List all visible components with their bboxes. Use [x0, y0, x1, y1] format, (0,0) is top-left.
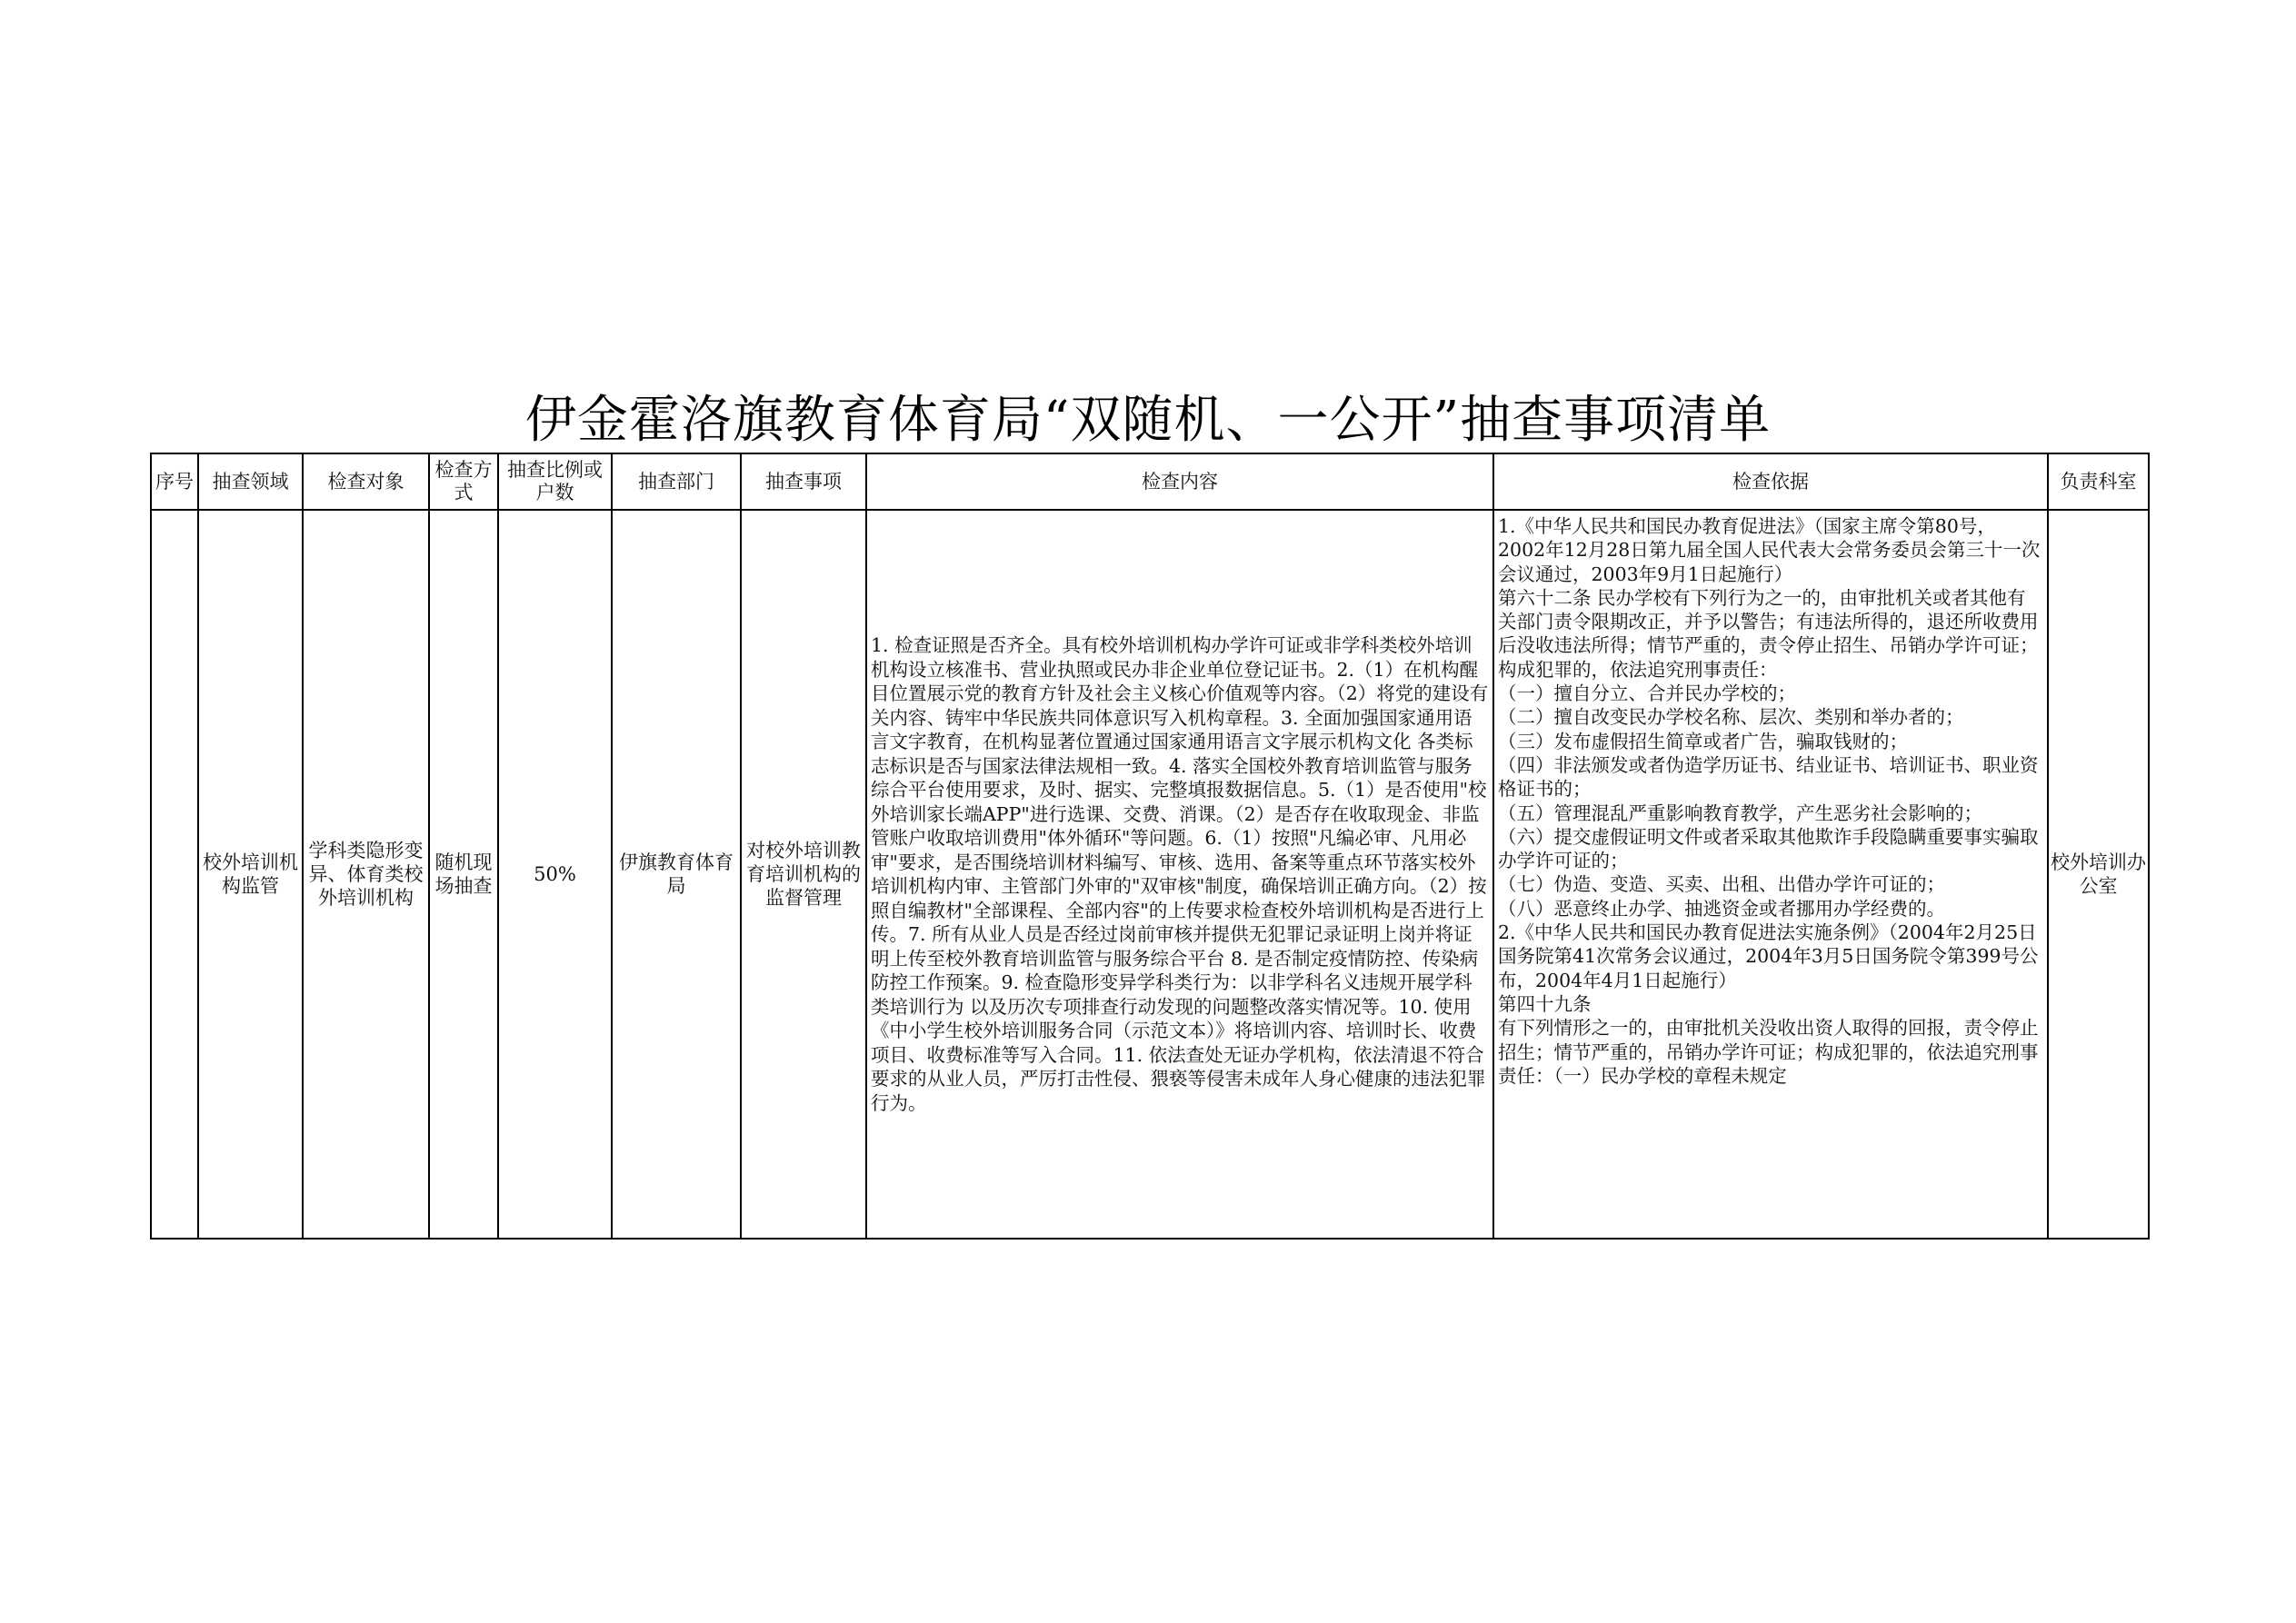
- cell-target: 学科类隐形变异、体育类校外培训机构: [303, 510, 429, 1239]
- header-seq: 序号: [151, 453, 198, 510]
- inspection-table: [150, 453, 2150, 1240]
- table-header-row: [151, 453, 2149, 510]
- header-item: 抽查事项: [741, 453, 866, 510]
- basis-text: [1498, 514, 2043, 1236]
- basis-line: 第六十二条 民办学校有下列行为之一的，由审批机关或者其他有关部门责令限期改正，并予以警告；有违法所得的，退还所收费用后没收违法所得；情节严重的，责令停止招生、吊销办学许可证；构成犯罪的，依法追究刑事责任：: [1498, 586, 2039, 681]
- header-target: 检查对象: [303, 453, 429, 510]
- basis-line: 1.《中华人民共和国民办教育促进法》（国家主席令第80号，2002年12月28日第九届全国人民代表大会常务委员会第三十一次会议通过，2003年9月1日起施行）: [1498, 515, 2041, 585]
- cell-seq: [151, 510, 198, 1239]
- header-field: 抽查领域: [198, 453, 303, 510]
- header-dept: 抽查部门: [612, 453, 741, 510]
- cell-field: 校外培训机构监管: [198, 510, 303, 1239]
- basis-line: （二）擅自改变民办学校名称、层次、类别和举办者的；: [1498, 706, 1964, 729]
- basis-line: 2.《中华人民共和国民办教育促进法实施条例》（2004年2月25日国务院第41次常务会议通过，2004年3月5日国务院令第399号公布，2004年4月1日起施行）: [1498, 921, 2039, 991]
- basis-line: （五）管理混乱严重影响教育教学，产生恶劣社会影响的；: [1498, 802, 1982, 824]
- header-basis: 检查依据: [1493, 453, 2048, 510]
- cell-ratio: 50%: [498, 510, 612, 1239]
- page-title: 伊金霍洛旗教育体育局“双随机、一公开”抽查事项清单: [524, 391, 1772, 450]
- header-ratio: 抽查比例或户数: [498, 453, 612, 510]
- basis-line: （七）伪造、变造、买卖、出租、出借办学许可证的；: [1498, 873, 1945, 896]
- cell-content: 1. 检查证照是否齐全。具有校外培训机构办学许可证或非学科类校外培训机构设立核准书、营业执照或民办非企业单位登记证书。2.（1）在机构醒目位置展示党的教育方针及社会主义核心价值观等内容。（2）将党的建设有关内容、铸牢中华民族共同体意识写入机构章程。3. 全面加强国家通用语言文字教育，在机构显著位置通过国家通用语言文字展示机构文化 各类标志标识是否与国家法律法规相一致。4. 落实全国校外教育培训监管与服务综合平台使用要求，及时、据实、完整填报数据信息。5.（1）是否使用"校外培训家长端APP"进行选课、交费、消课。（2）是否存在收取现金、非监管账户收取培训费用"体外循环"等问题。6.（1）按照"凡编必审、凡用必审"要求，是否围绕培训材料编写、审核、选用、备案等重点环节落实校外培训机构内审、主管部门外审的"双审核"制度，确保培训正确方向。（2）按照自编教材"全部课程、全部内容"的上传要求检查校外培训机构是否进行上传。7. 所有从业人员是否经过岗前审核并提供无犯罪记录证明上岗并将证明上传至校外教育培训监管与服务综合平台 8. 是否制定疫情防控、传染病防控工作预案。9. 检查隐形变异学科类行为：以非学科名义违规开展学科类培训行为 以及历次专项排查行动发现的问题整改落实情况等。10. 使用《中小学生校外培训服务合同（示范文本）》将培训内容、培训时长、收费项目、收费标准等写入合同。11. 依法查处无证办学机构，依法清退不符合要求的从业人员，严厉打击性侵、猥亵等侵害未成年人身心健康的违法犯罪行为。: [866, 510, 1493, 1239]
- basis-line: （六）提交虚假证明文件或者采取其他欺诈手段隐瞒重要事实骗取办学许可证的；: [1498, 825, 2039, 872]
- header-content: 检查内容: [866, 453, 1493, 510]
- cell-basis: [1493, 510, 2048, 1239]
- basis-line: （一）擅自分立、合并民办学校的；: [1498, 682, 1796, 705]
- basis-line: （三）发布虚假招生简章或者广告，骗取钱财的；: [1498, 730, 1908, 752]
- basis-line: 第四十九条: [1498, 992, 1592, 1015]
- cell-method: 随机现场抽查: [429, 510, 498, 1239]
- header-method: 检查方式: [429, 453, 498, 510]
- basis-line: 有下列情形之一的，由审批机关没收出资人取得的回报，责令停止招生；情节严重的，吊销办学许可证；构成犯罪的，依法追究刑事责任：（一）民办学校的章程未规定: [1498, 1017, 2039, 1087]
- cell-dept: 伊旗教育体育局: [612, 510, 741, 1239]
- basis-line: （八）恶意终止办学、抽逃资金或者挪用办学经费的。: [1498, 897, 1945, 920]
- cell-item: 对校外培训教育培训机构的监督管理: [741, 510, 866, 1239]
- header-office: 负责科室: [2048, 453, 2149, 510]
- table-row: [151, 510, 2149, 1239]
- basis-line: （四）非法颁发或者伪造学历证书、结业证书、培训证书、职业资格证书的；: [1498, 753, 2039, 801]
- cell-office: 校外培训办公室: [2048, 510, 2149, 1239]
